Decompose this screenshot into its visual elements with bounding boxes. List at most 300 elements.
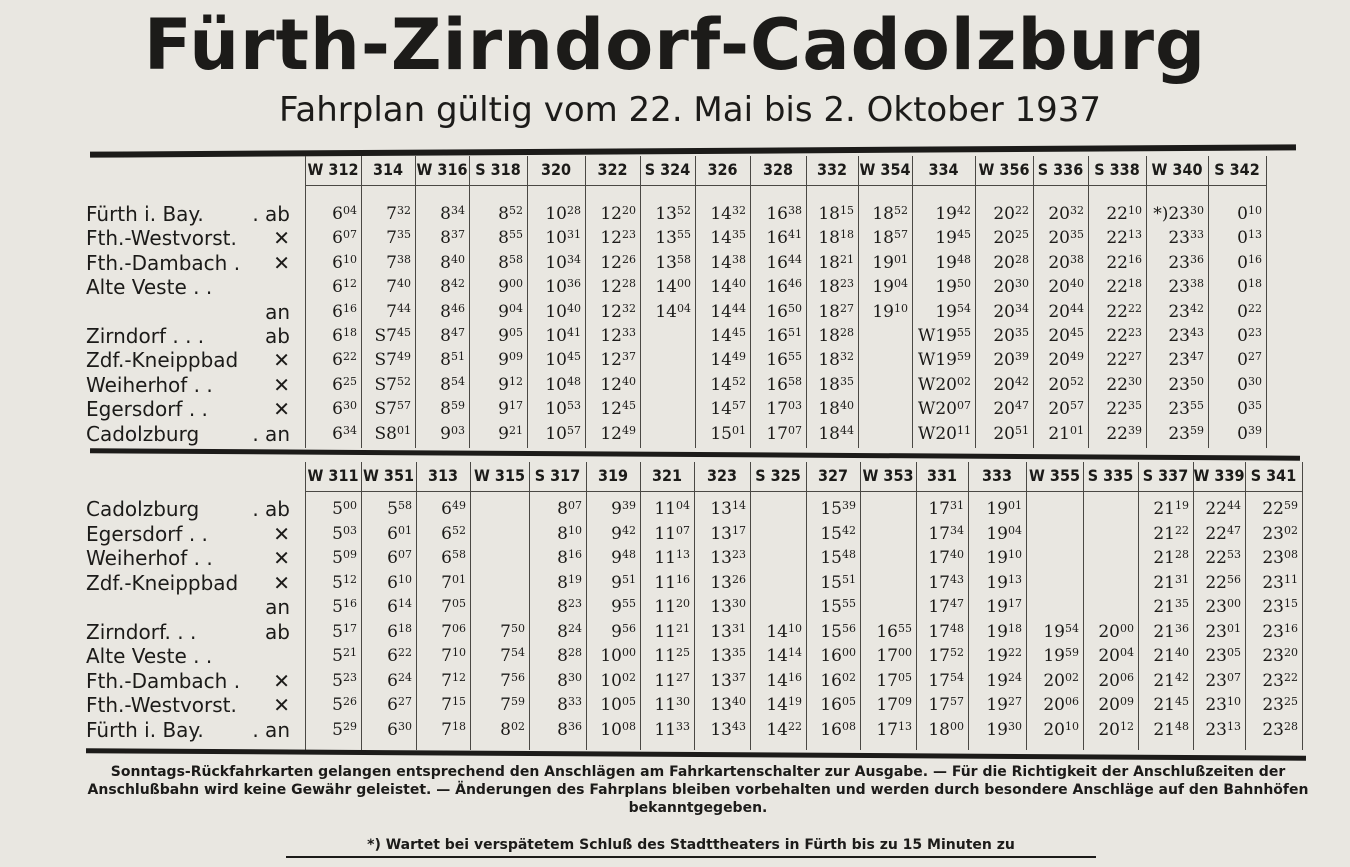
footer-text: gelangen entsprechend den Anschlägen am Fahrkartenschalter zur Ausgabe. — Für die Richtigkeit der Anschlußzeiten der Anschlußbahn wird keine Gewähr geleistet. — Änderungen des Fahrplans bleiben vorbehalten und werden durch besondere Anschläge auf den Bahnhöfen bekanntgegeben.	[87, 764, 1309, 816]
departure-time: $11^{33}$	[654, 719, 690, 740]
arrival-departure-mark: ✕	[273, 348, 290, 373]
departure-time: $23^{02}$	[1262, 523, 1298, 544]
departure-time	[1023, 595, 1079, 619]
departure-time: $20^{02}$	[1043, 670, 1079, 691]
station-name: Alte Veste . .	[86, 275, 213, 300]
departure-time: $5^{00}$	[332, 499, 357, 519]
departure-time: $23^{08}$	[1262, 548, 1298, 568]
departure-time: $18^{57}$	[872, 228, 908, 249]
departure-time: $9^{03}$	[440, 423, 465, 444]
departure-time: $14^{44}$	[710, 301, 746, 322]
departure-time: $22^{23}$	[1106, 326, 1142, 346]
departure-time: $20^{42}$	[993, 374, 1029, 395]
departure-time: $W19^{55}$	[917, 326, 971, 346]
train-number: 322	[597, 160, 628, 179]
arrival-departure-mark: ✕	[273, 570, 290, 595]
departure-time: $15^{56}$	[820, 621, 856, 642]
departure-time: $9^{17}$	[498, 399, 523, 420]
departure-time	[1023, 522, 1079, 546]
departure-time: $0^{16}$	[1237, 252, 1262, 273]
departure-time: $6^{07}$	[332, 228, 357, 249]
departure-time: $11^{04}$	[654, 499, 690, 519]
departure-time: $11^{20}$	[654, 597, 690, 617]
departure-time: $20^{09}$	[1098, 695, 1134, 715]
column-divider	[1266, 156, 1267, 448]
departure-time: $19^{22}$	[986, 646, 1022, 666]
departure-time: $23^{33}$	[1168, 228, 1204, 249]
departure-time: $23^{15}$	[1262, 597, 1298, 617]
departure-time: $9^{04}$	[498, 301, 523, 322]
departure-time: $21^{01}$	[1048, 423, 1084, 444]
departure-time: $19^{18}$	[986, 621, 1022, 642]
departure-time: $12^{45}$	[600, 399, 636, 420]
departure-time: $S8^{01}$	[374, 423, 411, 444]
train-number: W 356	[978, 160, 1030, 179]
middle-rule	[90, 448, 1300, 460]
departure-time: $8^{24}$	[557, 621, 582, 642]
departure-time: $22^{27}$	[1106, 350, 1142, 371]
station-name: Zirndorf . . .	[86, 324, 205, 348]
train-number: W 353	[862, 466, 914, 485]
departure-time: $5^{17}$	[332, 621, 357, 642]
departure-time: $16^{50}$	[766, 301, 802, 322]
train-number: W 355	[1029, 466, 1080, 485]
departure-time: $0^{30}$	[1237, 374, 1262, 395]
departure-time: $9^{09}$	[498, 350, 523, 371]
station-label	[86, 497, 290, 521]
departure-time: $6^{04}$	[332, 204, 357, 224]
departure-time: $7^{44}$	[386, 301, 411, 322]
departure-time: $S7^{57}$	[374, 399, 411, 420]
station-label	[86, 693, 290, 717]
departure-time: $23^{38}$	[1168, 277, 1204, 298]
departure-time: $6^{14}$	[387, 597, 412, 617]
departure-time: $15^{39}$	[820, 499, 856, 519]
departure-time: $8^{19}$	[557, 572, 582, 593]
departure-time	[852, 397, 908, 421]
departure-time: $20^{28}$	[993, 252, 1029, 273]
departure-time: $20^{32}$	[1048, 204, 1084, 224]
station-label	[86, 275, 290, 299]
departure-time: $6^{34}$	[332, 423, 357, 444]
station-name: Egersdorf . .	[86, 397, 208, 422]
station-name: Fth.-Dambach .	[86, 250, 241, 275]
departure-time	[1078, 546, 1134, 570]
departure-time: $17^{31}$	[928, 499, 964, 519]
station-name: Fürth i. Bay.	[86, 717, 204, 742]
train-number: 333	[981, 466, 1013, 485]
departure-time: $12^{33}$	[600, 326, 636, 346]
departure-time: $20^{52}$	[1048, 374, 1084, 395]
departure-time: $21^{22}$	[1153, 523, 1189, 544]
train-number: 314	[372, 160, 404, 179]
departure-time: $21^{31}$	[1153, 572, 1189, 593]
departure-time: $15^{01}$	[710, 423, 746, 444]
departure-time: $7^{50}$	[500, 621, 525, 642]
departure-time: $6^{27}$	[387, 695, 412, 715]
station-label	[86, 620, 290, 644]
departure-time: $7^{12}$	[441, 670, 466, 691]
departure-time: $20^{22}$	[993, 204, 1029, 224]
departure-time: $19^{10}$	[872, 301, 908, 322]
departure-time: $10^{00}$	[600, 646, 636, 666]
departure-time: $8^{46}$	[440, 301, 465, 322]
departure-time: $23^{59}$	[1168, 423, 1204, 444]
train-number: S 342	[1214, 160, 1260, 179]
arrival-departure-mark: ✕	[273, 668, 290, 693]
arrival-departure-mark: ✕	[273, 521, 290, 546]
departure-time: $S7^{49}$	[374, 350, 411, 371]
departure-time: $6^{30}$	[332, 399, 357, 420]
departure-time: $10^{28}$	[545, 204, 581, 224]
departure-time: $8^{40}$	[440, 252, 465, 273]
departure-time: $11^{16}$	[654, 572, 690, 593]
departure-time: $17^{34}$	[928, 523, 964, 544]
departure-time: $12^{28}$	[600, 277, 636, 298]
departure-time	[856, 595, 912, 619]
departure-time: $19^{42}$	[935, 204, 971, 224]
departure-time: $11^{21}$	[654, 621, 690, 642]
departure-time: $20^{38}$	[1048, 252, 1084, 273]
departure-time: $19^{50}$	[935, 277, 971, 298]
arrival-departure-mark: . ab	[252, 202, 290, 226]
departure-time: $14^{16}$	[766, 670, 802, 691]
departure-time: $8^{51}$	[440, 350, 465, 371]
departure-time: $17^{00}$	[876, 646, 912, 666]
train-number: 323	[706, 466, 738, 485]
departure-time	[852, 348, 908, 372]
departure-time	[746, 497, 802, 521]
departure-time: $7^{35}$	[386, 228, 411, 249]
departure-time: $17^{57}$	[928, 695, 964, 715]
departure-time: $19^{04}$	[872, 277, 908, 298]
departure-time: $16^{44}$	[766, 252, 802, 273]
departure-time: $23^{43}$	[1168, 326, 1204, 346]
arrival-departure-mark: ab	[265, 619, 290, 644]
station-label	[86, 571, 290, 595]
departure-time: $10^{02}$	[600, 670, 636, 691]
departure-time: $11^{25}$	[654, 646, 690, 666]
departure-time	[1078, 522, 1134, 546]
station-name: Cadolzburg	[86, 421, 200, 446]
departure-time	[856, 546, 912, 570]
train-number: S 341	[1250, 466, 1297, 485]
departure-time: $22^{35}$	[1106, 399, 1142, 420]
departure-time: $22^{56}$	[1205, 572, 1241, 593]
departure-time: $16^{02}$	[820, 670, 856, 691]
departure-time: $20^{34}$	[993, 301, 1029, 322]
departure-time: $10^{45}$	[545, 350, 581, 371]
departure-time: $14^{35}$	[710, 228, 746, 249]
departure-time	[1078, 571, 1134, 595]
station-label	[86, 300, 290, 324]
station-label	[86, 226, 290, 250]
departure-time: $21^{40}$	[1153, 646, 1189, 666]
departure-time: $0^{13}$	[1237, 228, 1262, 249]
departure-time: $13^{40}$	[710, 695, 746, 715]
departure-time: $12^{23}$	[600, 228, 636, 249]
departure-time: $19^{45}$	[935, 228, 971, 249]
departure-time: $23^{05}$	[1205, 646, 1241, 666]
departure-time: $9^{42}$	[611, 523, 636, 544]
departure-time	[635, 422, 691, 446]
departure-time: $16^{55}$	[876, 621, 912, 642]
station-label	[86, 546, 290, 570]
header-underline	[305, 491, 1302, 492]
arrival-departure-mark: ✕	[273, 250, 290, 275]
station-label	[86, 202, 290, 226]
departure-time: $9^{56}$	[611, 621, 636, 642]
departure-time: $18^{15}$	[818, 204, 854, 224]
train-number: S 317	[534, 466, 581, 485]
departure-time: $16^{05}$	[820, 695, 856, 715]
departure-time	[1023, 571, 1079, 595]
arrival-departure-mark: ✕	[273, 546, 290, 570]
departure-time: $11^{07}$	[654, 523, 690, 544]
departure-time: $12^{40}$	[600, 374, 636, 395]
station-name: Zirndorf. . .	[86, 619, 197, 644]
departure-time: $11^{13}$	[654, 548, 690, 568]
departure-time: $14^{57}$	[710, 399, 746, 420]
departure-time: $14^{49}$	[710, 350, 746, 371]
departure-time: $12^{26}$	[600, 252, 636, 273]
departure-time: $8^{16}$	[557, 548, 582, 568]
departure-time: $6^{52}$	[441, 523, 466, 544]
departure-time: $5^{03}$	[332, 523, 357, 544]
departure-time: $20^{35}$	[993, 326, 1029, 346]
departure-time: $19^{13}$	[986, 572, 1022, 593]
departure-time: $6^{16}$	[332, 301, 357, 322]
departure-time: $10^{36}$	[545, 277, 581, 298]
departure-time: $13^{37}$	[710, 670, 746, 691]
departure-time: $19^{48}$	[935, 252, 971, 273]
departure-time	[635, 397, 691, 421]
departure-time: $5^{12}$	[332, 572, 357, 593]
train-number: 319	[597, 466, 629, 485]
column-divider	[1302, 462, 1303, 750]
departure-time: $17^{13}$	[876, 719, 912, 740]
departure-time: $9^{51}$	[611, 572, 636, 593]
departure-time: $14^{22}$	[766, 719, 802, 740]
departure-time: $S7^{45}$	[374, 326, 411, 346]
departure-time: $20^{47}$	[993, 399, 1029, 420]
departure-time: $5^{09}$	[332, 548, 357, 568]
departure-time: $22^{39}$	[1106, 423, 1142, 444]
departure-time: $18^{28}$	[818, 326, 854, 346]
departure-time: $6^{07}$	[387, 548, 412, 568]
departure-time: $12^{37}$	[600, 350, 636, 371]
departure-time: $20^{49}$	[1048, 350, 1084, 371]
departure-time: $12^{32}$	[600, 301, 636, 322]
train-number: 320	[540, 160, 572, 179]
departure-time: $17^{47}$	[928, 597, 964, 617]
train-number: S 335	[1087, 466, 1134, 485]
departure-time: $23^{36}$	[1168, 252, 1204, 273]
departure-time: $20^{39}$	[993, 350, 1029, 371]
departure-time: $21^{45}$	[1153, 695, 1189, 715]
departure-time: $18^{27}$	[818, 301, 854, 322]
departure-time: $7^{18}$	[441, 719, 466, 740]
departure-time: $0^{23}$	[1237, 326, 1262, 346]
departure-time: $23^{55}$	[1168, 399, 1204, 420]
departure-time: $7^{40}$	[386, 277, 411, 298]
departure-time: $17^{48}$	[928, 621, 964, 642]
departure-time: $22^{30}$	[1106, 374, 1142, 395]
departure-time: $23^{11}$	[1262, 572, 1298, 593]
footer-lead: Sonntags-Rückfahrkarten	[110, 764, 314, 780]
departure-time: $8^{47}$	[440, 326, 465, 346]
departure-time: $16^{58}$	[766, 374, 802, 395]
departure-time: $7^{05}$	[441, 597, 466, 617]
departure-time: $22^{47}$	[1205, 523, 1241, 544]
departure-time: $7^{06}$	[441, 621, 466, 642]
departure-time: $10^{40}$	[545, 301, 581, 322]
departure-time: $8^{36}$	[557, 719, 582, 740]
departure-time: $14^{45}$	[710, 326, 746, 346]
departure-time	[856, 571, 912, 595]
departure-time: $10^{31}$	[545, 228, 581, 249]
arrival-departure-mark: ✕	[273, 372, 290, 397]
departure-time: $23^{10}$	[1205, 695, 1241, 715]
train-number: S 324	[644, 160, 691, 179]
departure-time: $16^{38}$	[766, 204, 802, 224]
departure-time: $13^{35}$	[710, 646, 746, 666]
departure-time: $8^{42}$	[440, 277, 465, 298]
departure-time: $14^{14}$	[766, 646, 802, 666]
departure-time	[746, 571, 802, 595]
departure-time: $5^{16}$	[332, 597, 357, 617]
station-name: Fth.-Dambach .	[86, 668, 241, 693]
train-number: W 316	[416, 160, 468, 179]
departure-time: $23^{28}$	[1262, 719, 1298, 740]
departure-time: $15^{51}$	[820, 572, 856, 593]
departure-time: $19^{27}$	[986, 695, 1022, 715]
departure-time	[746, 595, 802, 619]
station-name: Alte Veste . .	[86, 644, 213, 668]
departure-time: $19^{24}$	[986, 670, 1022, 691]
departure-time: $18^{21}$	[818, 252, 854, 273]
departure-time: $16^{46}$	[766, 277, 802, 298]
departure-time: $18^{35}$	[818, 374, 854, 395]
departure-time: $23^{07}$	[1205, 670, 1241, 691]
departure-time: $0^{39}$	[1237, 423, 1262, 444]
train-number: W 312	[307, 160, 359, 179]
arrival-departure-mark: ✕	[273, 397, 290, 422]
departure-time: $8^{58}$	[498, 252, 523, 273]
departure-time: $13^{17}$	[710, 523, 746, 544]
train-number: W 354	[859, 160, 911, 179]
departure-time: $23^{47}$	[1168, 350, 1204, 371]
departure-time: $20^{57}$	[1048, 399, 1084, 420]
departure-time: $13^{26}$	[710, 572, 746, 593]
departure-time: $23^{13}$	[1205, 719, 1241, 740]
departure-time	[852, 373, 908, 397]
departure-time: $7^{54}$	[500, 646, 525, 666]
departure-time: $20^{25}$	[993, 228, 1029, 249]
departure-time: $20^{06}$	[1098, 670, 1134, 691]
departure-time	[1078, 497, 1134, 521]
departure-time: $8^{30}$	[557, 670, 582, 691]
departure-time: $20^{12}$	[1098, 719, 1134, 740]
station-name: Weiherhof . .	[86, 546, 213, 570]
departure-time: $20^{00}$	[1098, 621, 1134, 642]
departure-time: $9^{21}$	[498, 423, 523, 444]
departure-time: $23^{00}$	[1205, 597, 1241, 617]
departure-time: $19^{54}$	[935, 301, 971, 322]
station-label	[86, 251, 290, 275]
station-label	[86, 522, 290, 546]
station-label	[86, 669, 290, 693]
departure-time: $7^{38}$	[386, 252, 411, 273]
arrival-departure-mark: ✕	[273, 226, 290, 251]
departure-time: $14^{38}$	[710, 252, 746, 273]
departure-time: $15^{55}$	[820, 597, 856, 617]
departure-time: $17^{40}$	[928, 548, 964, 568]
departure-time: $8^{37}$	[440, 228, 465, 249]
arrival-departure-mark: ab	[265, 324, 290, 348]
station-name: Cadolzburg	[86, 497, 200, 521]
departure-time: $14^{32}$	[710, 204, 746, 224]
departure-time: $5^{26}$	[332, 695, 357, 715]
departure-time: $W20^{07}$	[917, 399, 971, 420]
train-number: S 318	[475, 160, 521, 179]
departure-time: $18^{32}$	[818, 350, 854, 371]
departure-time: $8^{52}$	[498, 204, 523, 224]
departure-time: $6^{22}$	[332, 350, 357, 371]
departure-time: $10^{41}$	[545, 326, 581, 346]
departure-time: $17^{05}$	[876, 670, 912, 691]
train-number: 334	[928, 160, 959, 179]
departure-time: $23^{25}$	[1262, 695, 1298, 715]
departure-time: $6^{24}$	[387, 670, 412, 691]
departure-time: $21^{28}$	[1153, 548, 1189, 568]
departure-time: $21^{42}$	[1153, 670, 1189, 691]
departure-time: $5^{21}$	[332, 646, 357, 666]
departure-time: $8^{59}$	[440, 399, 465, 420]
departure-time: $5^{23}$	[332, 670, 357, 691]
departure-time: $14^{00}$	[655, 277, 691, 298]
arrival-departure-mark: ✕	[273, 693, 290, 717]
departure-time: $17^{43}$	[928, 572, 964, 593]
departure-time: $13^{43}$	[710, 719, 746, 740]
departure-time: $19^{04}$	[986, 523, 1022, 544]
departure-time: $14^{10}$	[766, 621, 802, 642]
departure-time: $16^{41}$	[766, 228, 802, 249]
departure-time: $6^{01}$	[387, 523, 412, 544]
departure-time: $17^{54}$	[928, 670, 964, 691]
departure-time: $13^{30}$	[710, 597, 746, 617]
train-number: S 325	[755, 466, 801, 485]
bottom-rule	[86, 748, 1306, 760]
departure-time: $20^{45}$	[1048, 326, 1084, 346]
departure-time: $8^{02}$	[500, 719, 525, 740]
departure-time: $10^{57}$	[545, 423, 581, 444]
departure-time: $17^{03}$	[766, 399, 802, 420]
departure-time: $19^{59}$	[1043, 646, 1079, 666]
station-name: Fth.-Westvorst.	[86, 693, 237, 717]
departure-time: $10^{05}$	[600, 695, 636, 715]
departure-time: $7^{15}$	[441, 695, 466, 715]
departure-time: $6^{10}$	[387, 572, 412, 593]
arrival-departure-mark: . an	[252, 717, 290, 742]
footnote: *) Wartet bei verspätetem Schluß des Stadttheaters in Fürth bis zu 15 Minuten zu	[286, 834, 1096, 858]
departure-time: $17^{09}$	[876, 695, 912, 715]
departure-time: $22^{13}$	[1106, 228, 1142, 249]
column-divider	[1146, 156, 1147, 448]
departure-time	[635, 324, 691, 348]
station-name: Zdf.-Kneippbad	[86, 570, 239, 595]
departure-time	[1078, 595, 1134, 619]
